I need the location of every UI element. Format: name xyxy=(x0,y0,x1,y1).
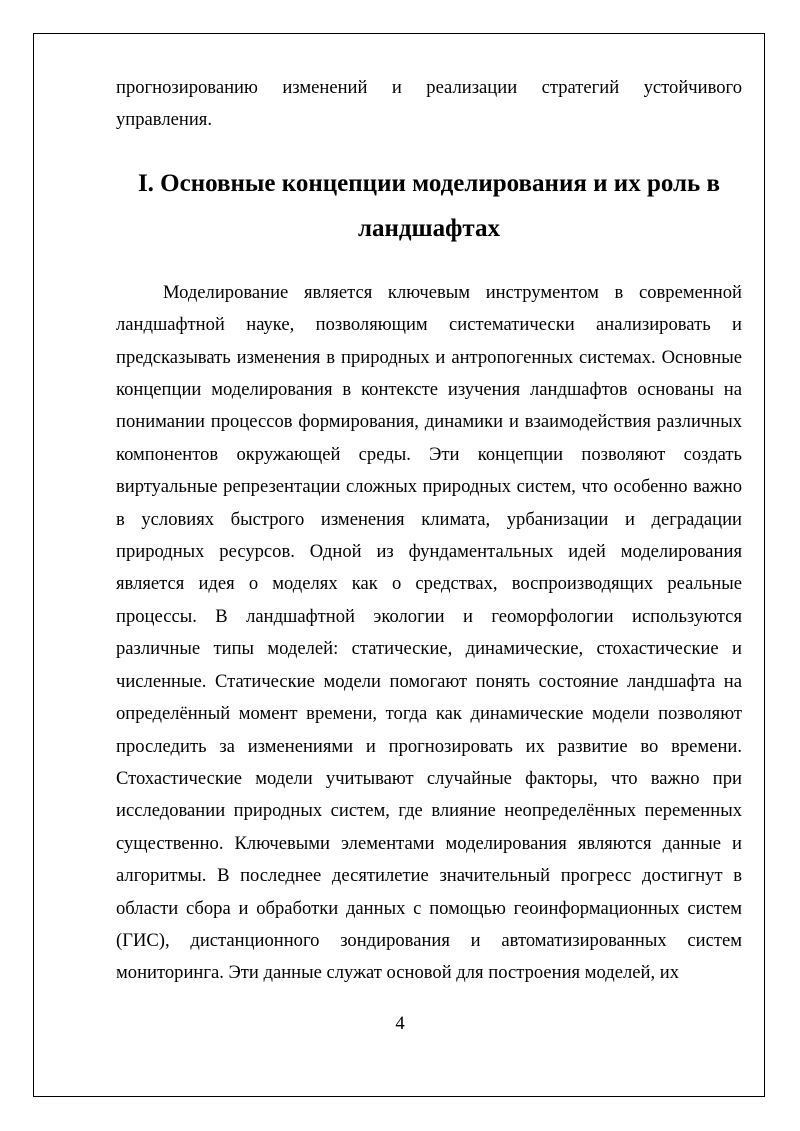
document-body xyxy=(116,72,742,990)
section-heading: I. Основные концепции моделирования и их роль в ландшафтах xyxy=(137,169,721,242)
page-number: 4 xyxy=(395,1013,405,1034)
body-paragraph: Моделирование является ключевым инструментом в современной ландшафтной науке, позволяющим систематически анализировать и предсказывать изменения в природных и антропогенных системах. Основные концепции моделирования в контексте изучения ландшафтов основаны на понимании процессов формирования, динамики и взаимодействия различных компонентов окружающей среды. Эти концепции позволяют создать виртуальные репрезентации сложных природных систем, что особенно важно в условиях быстрого изменения климата, урбанизации и деградации природных ресурсов. Одной из фундаментальных идей моделирования является идея о моделях как о средствах, воспроизводящих реальные процессы. В ландшафтной экологии и геоморфологии используются различные типы моделей: статические, динамические, стохастические и численные. Статические модели помогают понять состояние ландшафта на определённый момент времени, тогда как динамические модели позволяют проследить за изменениями и прогнозировать их развитие во времени. Стохастические модели учитывают случайные факторы, что важно при исследовании природных систем, где влияние неопределённых переменных существенно. Ключевыми элементами моделирования являются данные и алгоритмы. В последнее десятилетие значительный прогресс достигнут в области сбора и обработки данных с помощью геоинформационных систем (ГИС), дистанционного зондирования и автоматизированных систем мониторинга. Эти данные служат основой для построения моделей, их xyxy=(116,281,742,984)
continuation-paragraph: прогнозированию изменений и реализации стратегий устойчивого управления. xyxy=(116,77,742,131)
